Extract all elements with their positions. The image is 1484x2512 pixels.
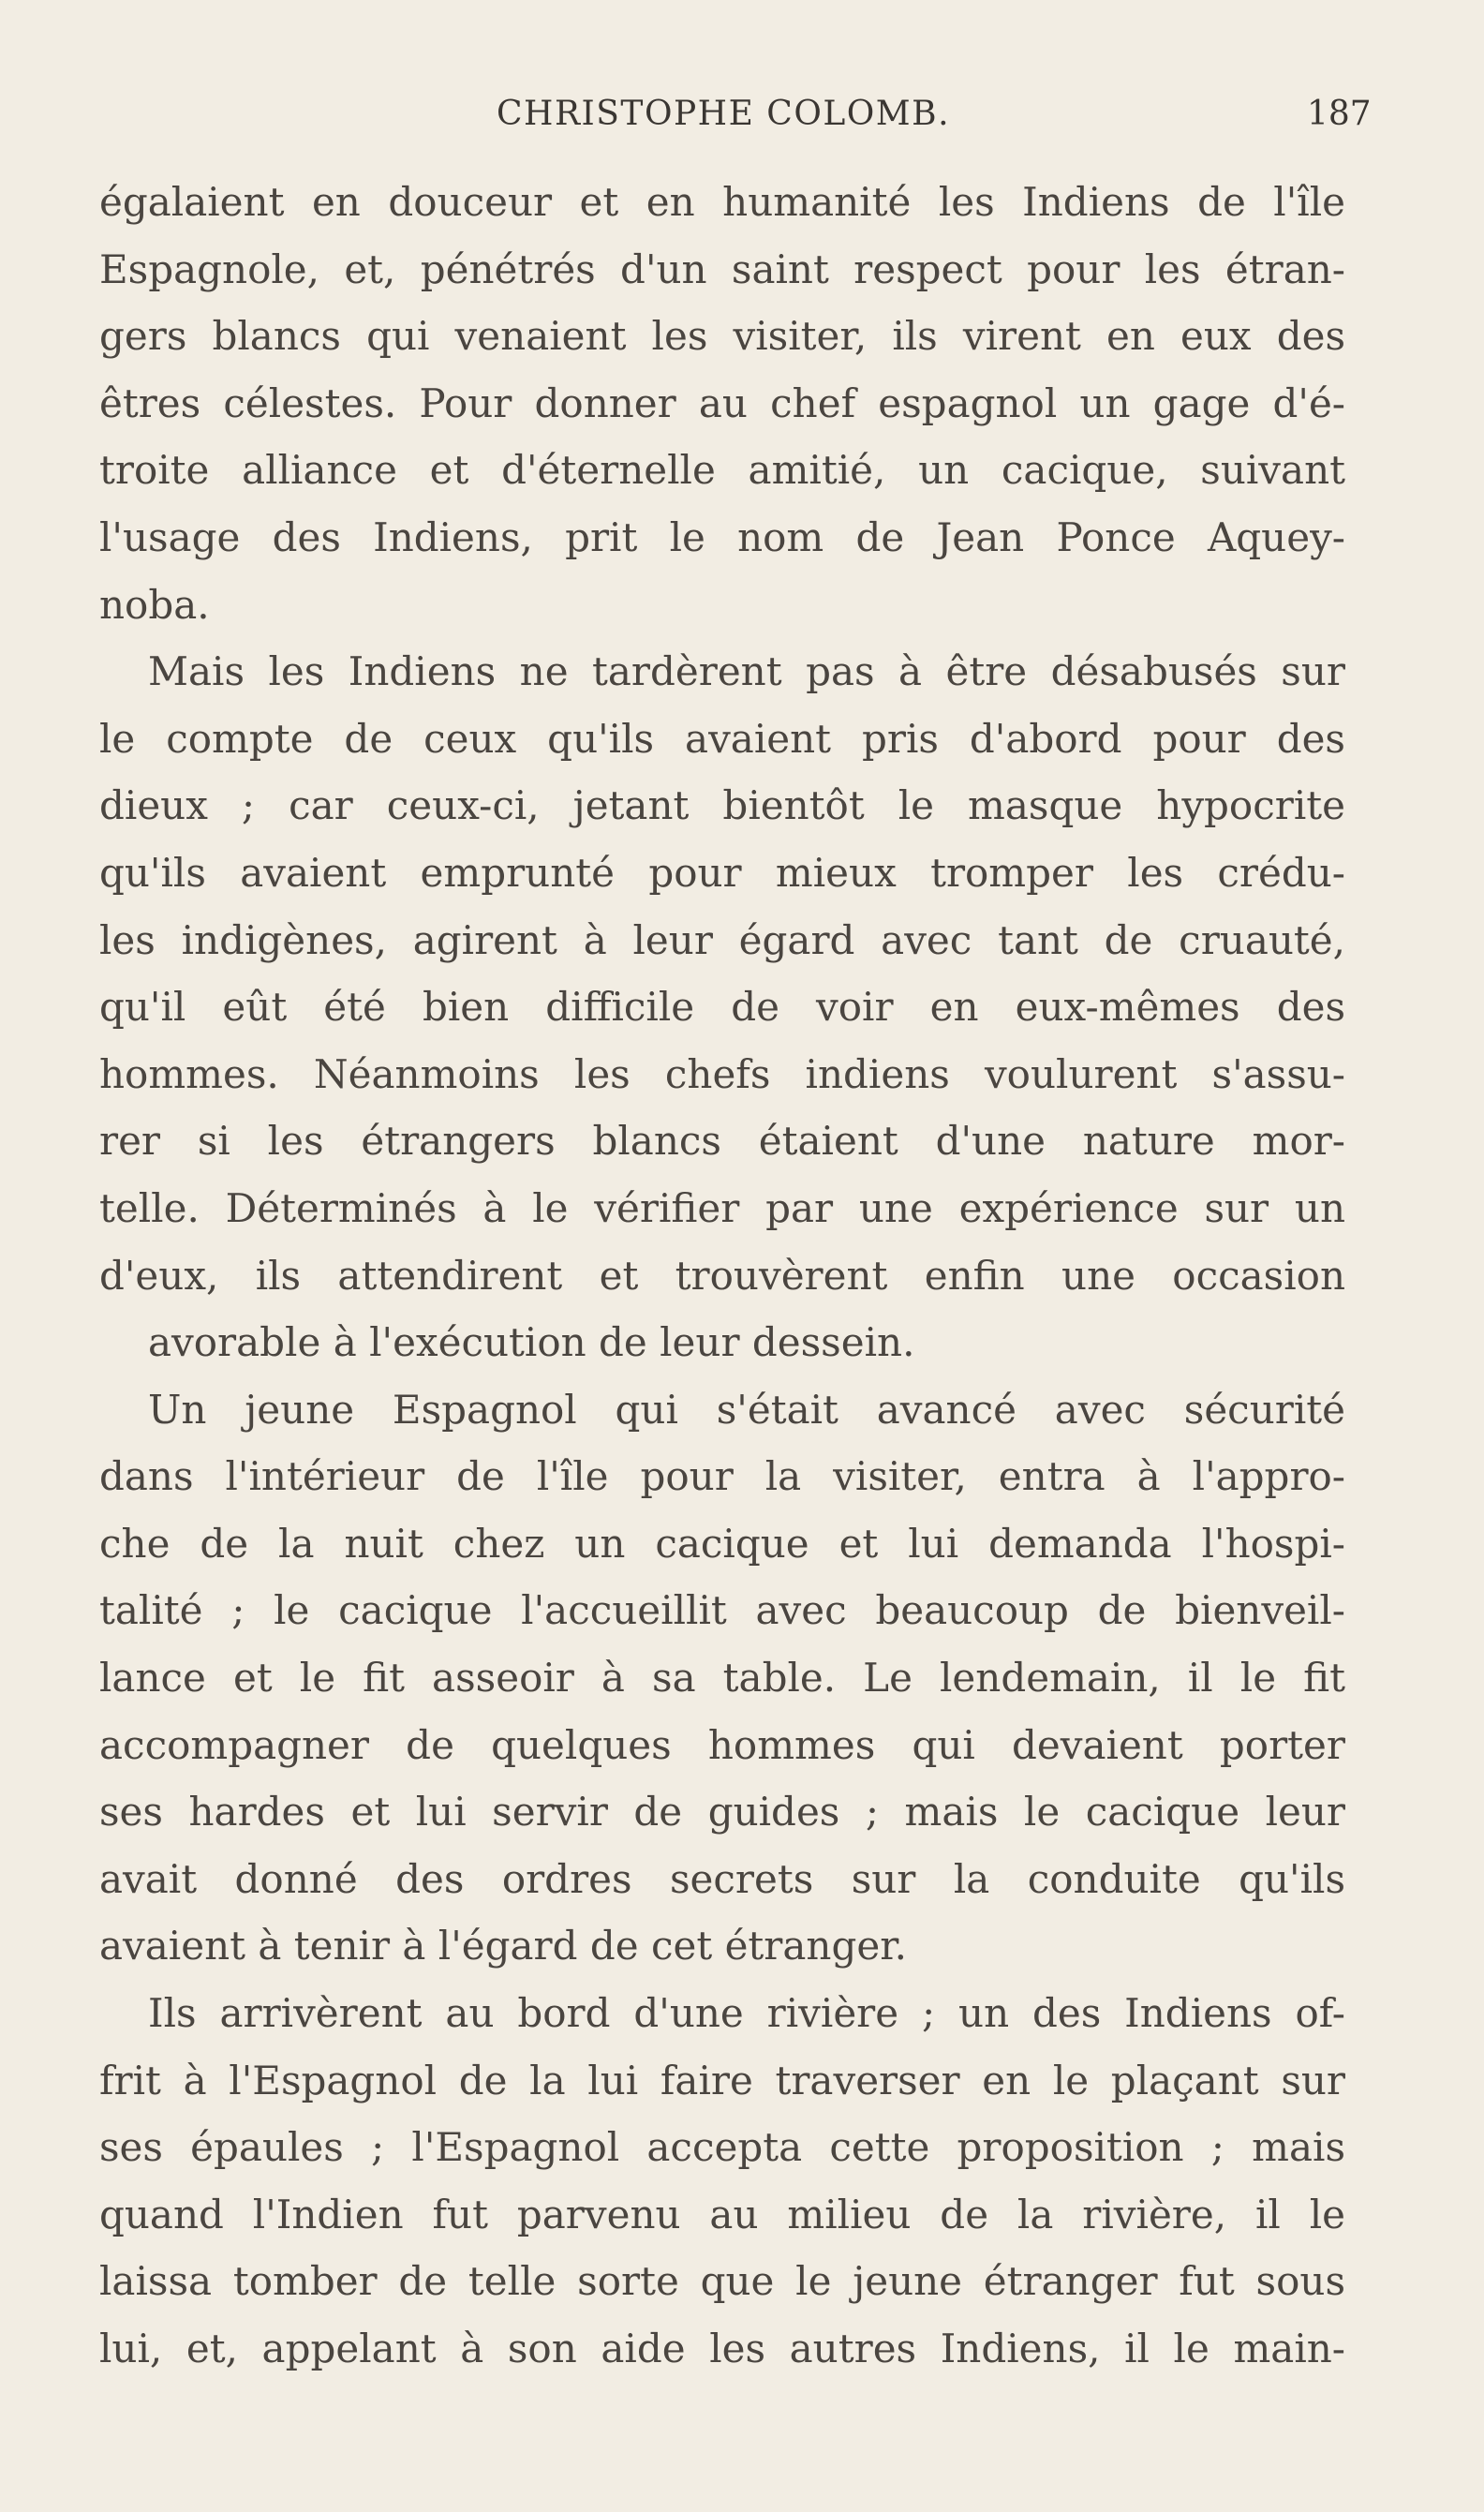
paragraph-3 — [99, 1376, 1345, 1980]
text-line: avaient à tenir à l'égard de cet étranger. — [99, 1923, 908, 1969]
text-line: dieux ; car ceux-ci, jetant bientôt le masque hypocrite — [99, 782, 1345, 829]
text-line: frit à l'Espagnol de la lui faire traverser en le plaçant sur — [99, 2057, 1345, 2103]
text-line: qu'il eût été bien difficile de voir en eux-mêmes des — [99, 984, 1345, 1031]
text-line: êtres célestes. Pour donner au chef espagnol un gage d'é- — [99, 379, 1345, 426]
text-line: d'eux, ils attendirent et trouvèrent enfin une occasion — [99, 1252, 1345, 1299]
text-line: ses hardes et lui servir de guides ; mais le cacique leur — [99, 1789, 1345, 1836]
text-line: rer si les étrangers blancs étaient d'une nature mor- — [99, 1118, 1345, 1165]
text-line: telle. Déterminés à le vérifier par une expérience sur un — [99, 1184, 1345, 1231]
text-line: accompagner de quelques hommes qui devaient porter — [99, 1721, 1345, 1768]
text-line: avorable à l'exécution de leur dessein. — [148, 1319, 915, 1366]
text-line: Mais les Indiens ne tardèrent pas à être désabusés sur — [148, 648, 1345, 695]
text-line: qu'ils avaient emprunté pour mieux tromper les crédu- — [99, 849, 1345, 896]
text-line: che de la nuit chez un cacique et lui demanda l'hospi- — [99, 1520, 1345, 1567]
text-line: l'usage des Indiens, prit le nom de Jean Ponce Aquey- — [99, 513, 1345, 560]
text-line: laissa tomber de telle sorte que le jeune étranger fut sous — [99, 2258, 1345, 2305]
text-line: lui, et, appelant à son aide les autres Indiens, il le main- — [99, 2326, 1345, 2371]
text-line: noba. — [99, 581, 210, 628]
text-line: Un jeune Espagnol qui s'était avancé avec sécurité — [148, 1386, 1345, 1433]
text-line: lance et le fit asseoir à sa table. Le lendemain, il le fit — [99, 1655, 1345, 1702]
text-line: égalaient en douceur et en humanité les Indiens de l'île — [99, 179, 1345, 225]
text-line: talité ; le cacique l'accueillit avec beaucoup de bienveil- — [99, 1587, 1345, 1634]
text-line: troite alliance et d'éternelle amitié, un cacique, suivant — [99, 447, 1345, 494]
text-line: Espagnole, et, pénétrés d'un saint respect pour les étran- — [99, 245, 1345, 292]
text-line: le compte de ceux qu'ils avaient pris d'abord pour des — [99, 715, 1345, 762]
text-line: les indigènes, agirent à leur égard avec tant de cruauté, — [99, 916, 1345, 963]
page-number: 187 — [1307, 95, 1372, 133]
running-head-title: CHRISTOPHE COLOMB. — [497, 95, 951, 133]
text-line: hommes. Néanmoins les chefs indiens voulurent s'assu- — [99, 1050, 1345, 1097]
text-line: avait donné des ordres secrets sur la conduite qu'ils — [99, 1855, 1345, 1902]
text-line: Ils arrivèrent au bord d'une rivière ; un des Indiens of- — [148, 1990, 1345, 2037]
body-text — [99, 169, 1345, 2383]
paragraph-1 — [99, 169, 1345, 638]
text-line: ses épaules ; l'Espagnol accepta cette proposition ; mais — [99, 2124, 1345, 2171]
text-line: quand l'Indien fut parvenu au milieu de la rivière, il le — [99, 2191, 1345, 2237]
paragraph-4 — [99, 1980, 1345, 2383]
text-line: gers blancs qui venaient les visiter, ils virent en eux des — [99, 313, 1345, 360]
paragraph-2 — [99, 638, 1345, 1376]
text-line: dans l'intérieur de l'île pour la visiter, entra à l'appro- — [99, 1453, 1345, 1500]
